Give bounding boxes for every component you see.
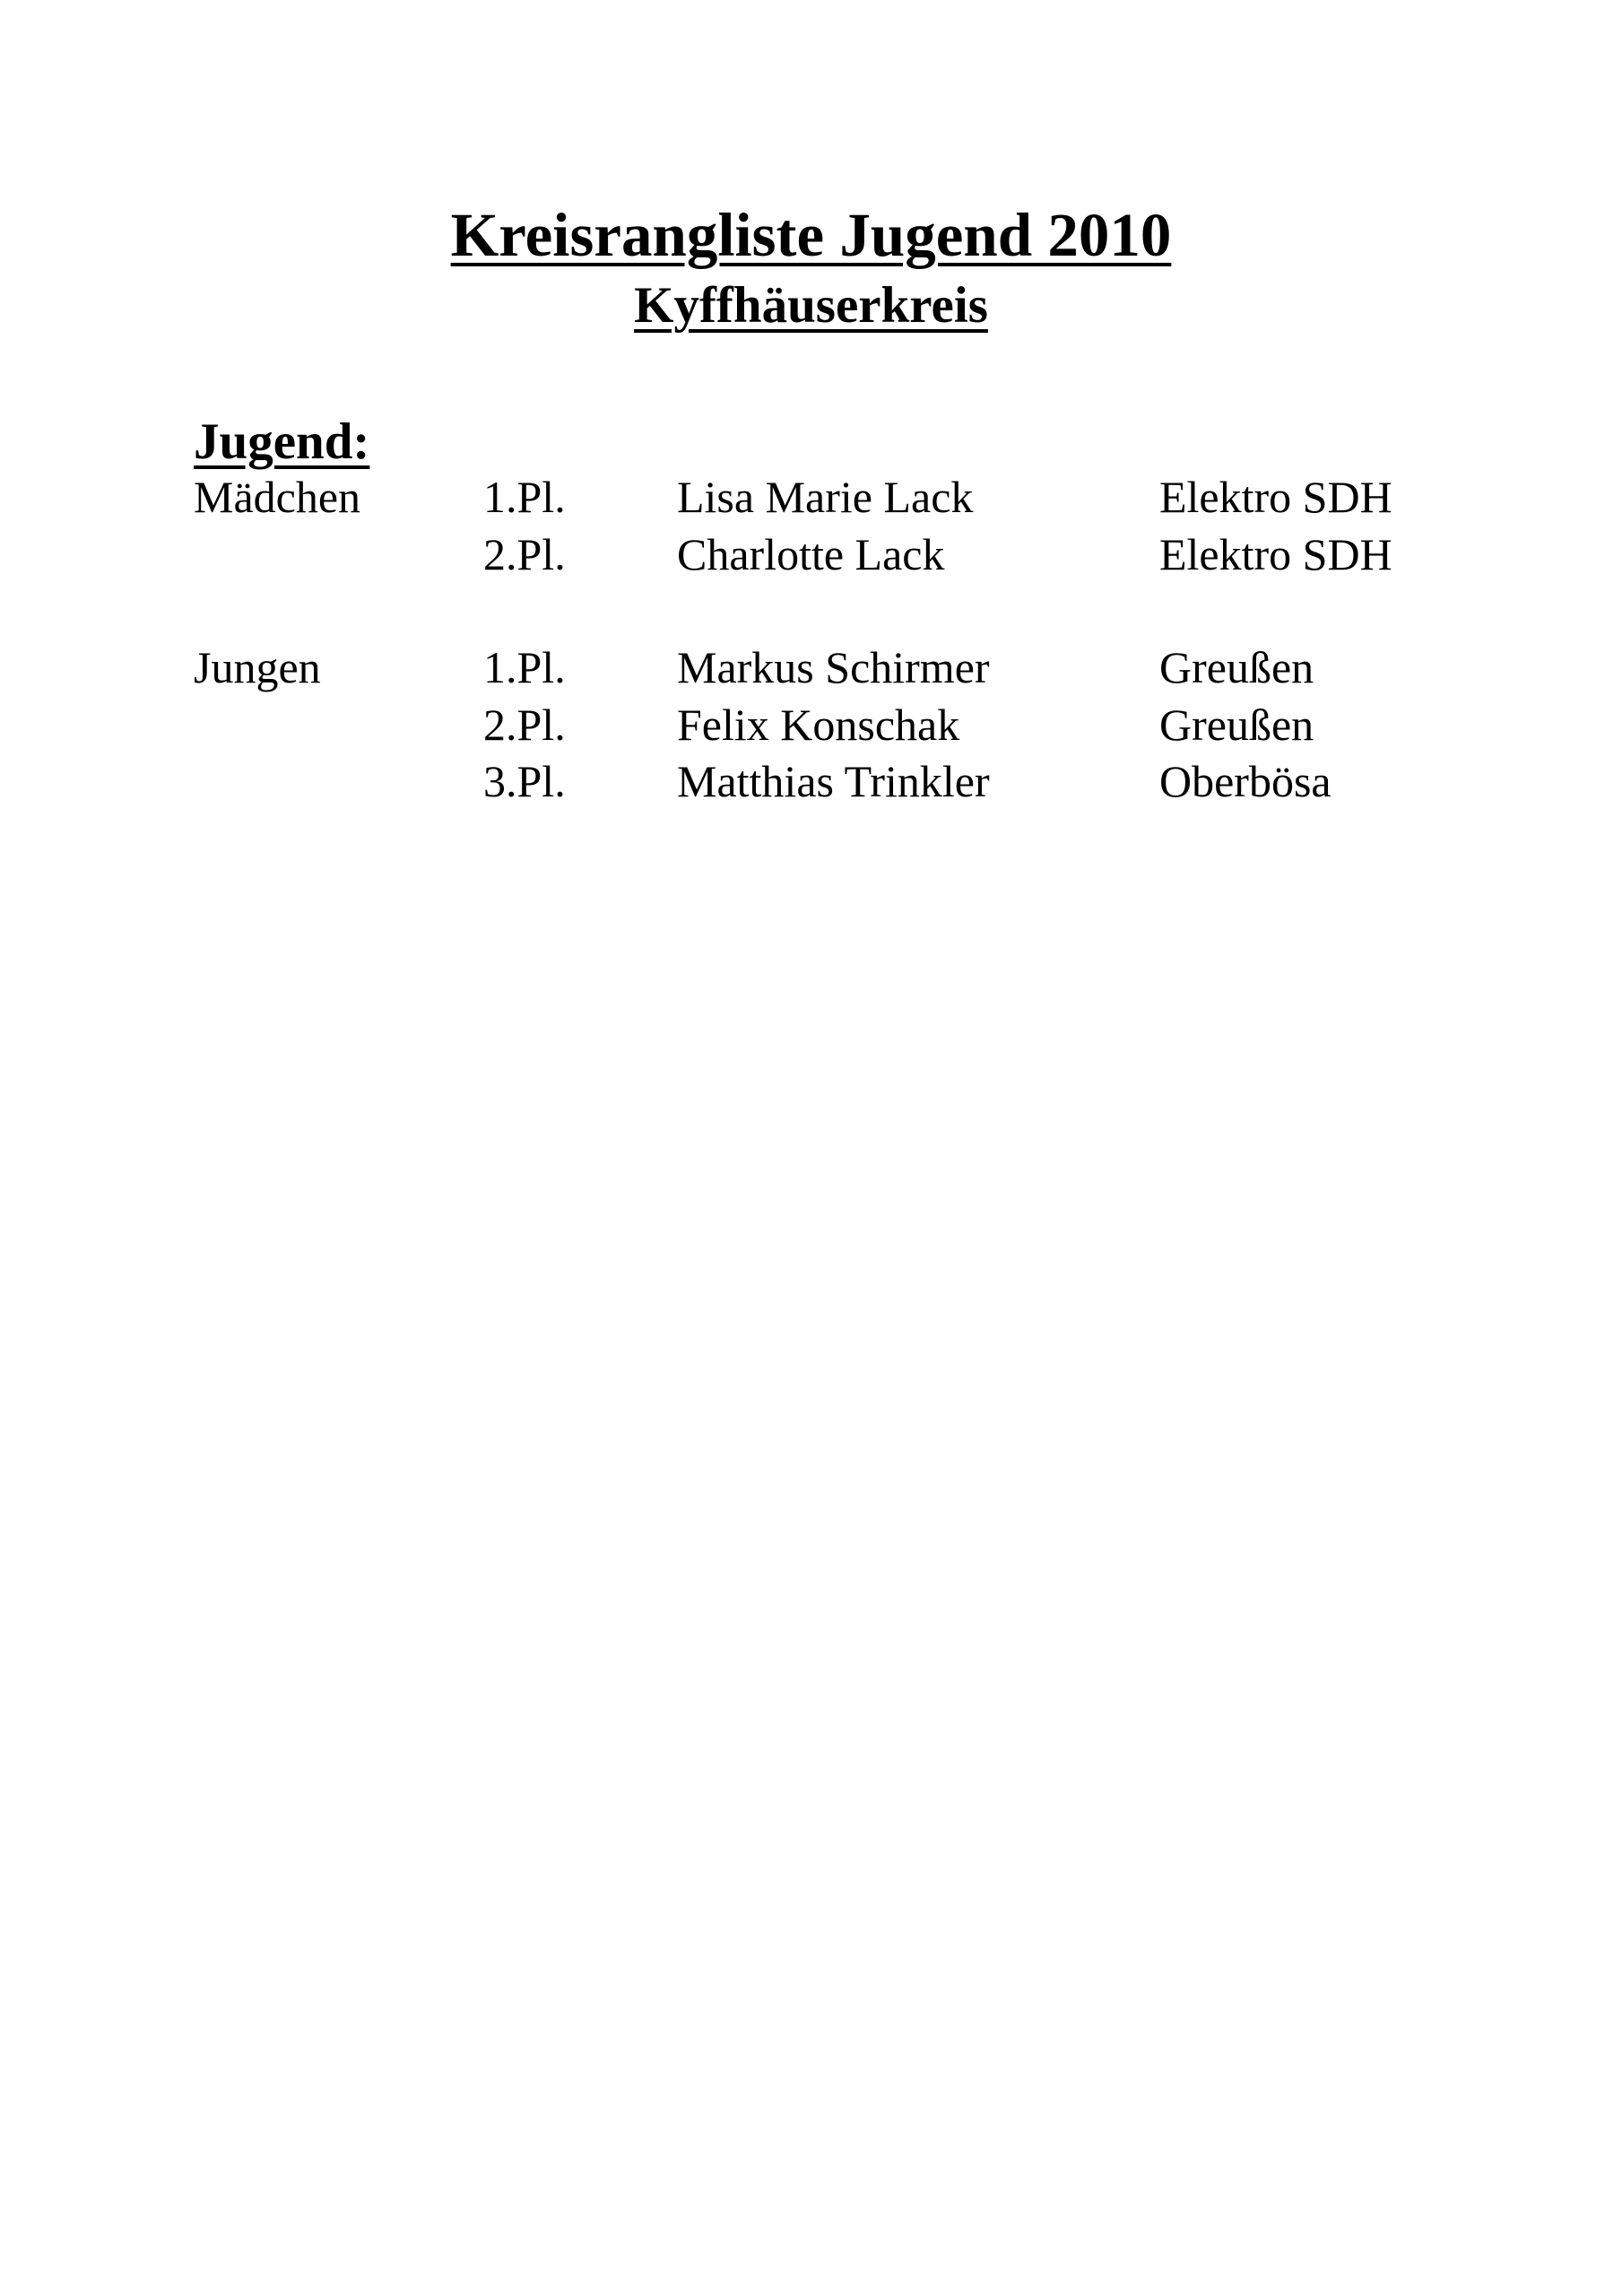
result-row xyxy=(0,752,1622,810)
club-name: Elektro SDH xyxy=(1159,529,1392,579)
place-label: 1.Pl. xyxy=(483,642,566,692)
document-subtitle: Kyffhäuserkreis xyxy=(634,277,988,334)
player-name: Markus Schirmer xyxy=(677,642,990,692)
document-title: Kreisrangliste Jugend 2010 xyxy=(450,201,1172,269)
place-label: 2.Pl. xyxy=(483,529,566,579)
category-label: Jungen xyxy=(194,642,321,692)
section-heading: Jugend: xyxy=(194,413,370,470)
place-label: 1.Pl. xyxy=(483,472,566,522)
club-name: Greußen xyxy=(1159,642,1314,692)
result-row xyxy=(0,696,1622,753)
result-row xyxy=(0,639,1622,696)
player-name: Felix Konschak xyxy=(677,700,960,750)
club-name: Oberbösa xyxy=(1159,756,1331,806)
place-label: 3.Pl. xyxy=(483,756,566,806)
category-label: Mädchen xyxy=(194,472,361,522)
result-row xyxy=(0,468,1622,526)
player-name: Matthias Trinkler xyxy=(677,756,990,806)
club-name: Greußen xyxy=(1159,700,1314,750)
player-name: Lisa Marie Lack xyxy=(677,472,974,522)
club-name: Elektro SDH xyxy=(1159,472,1392,522)
place-label: 2.Pl. xyxy=(483,700,566,750)
result-row xyxy=(0,526,1622,583)
player-name: Charlotte Lack xyxy=(677,529,945,579)
